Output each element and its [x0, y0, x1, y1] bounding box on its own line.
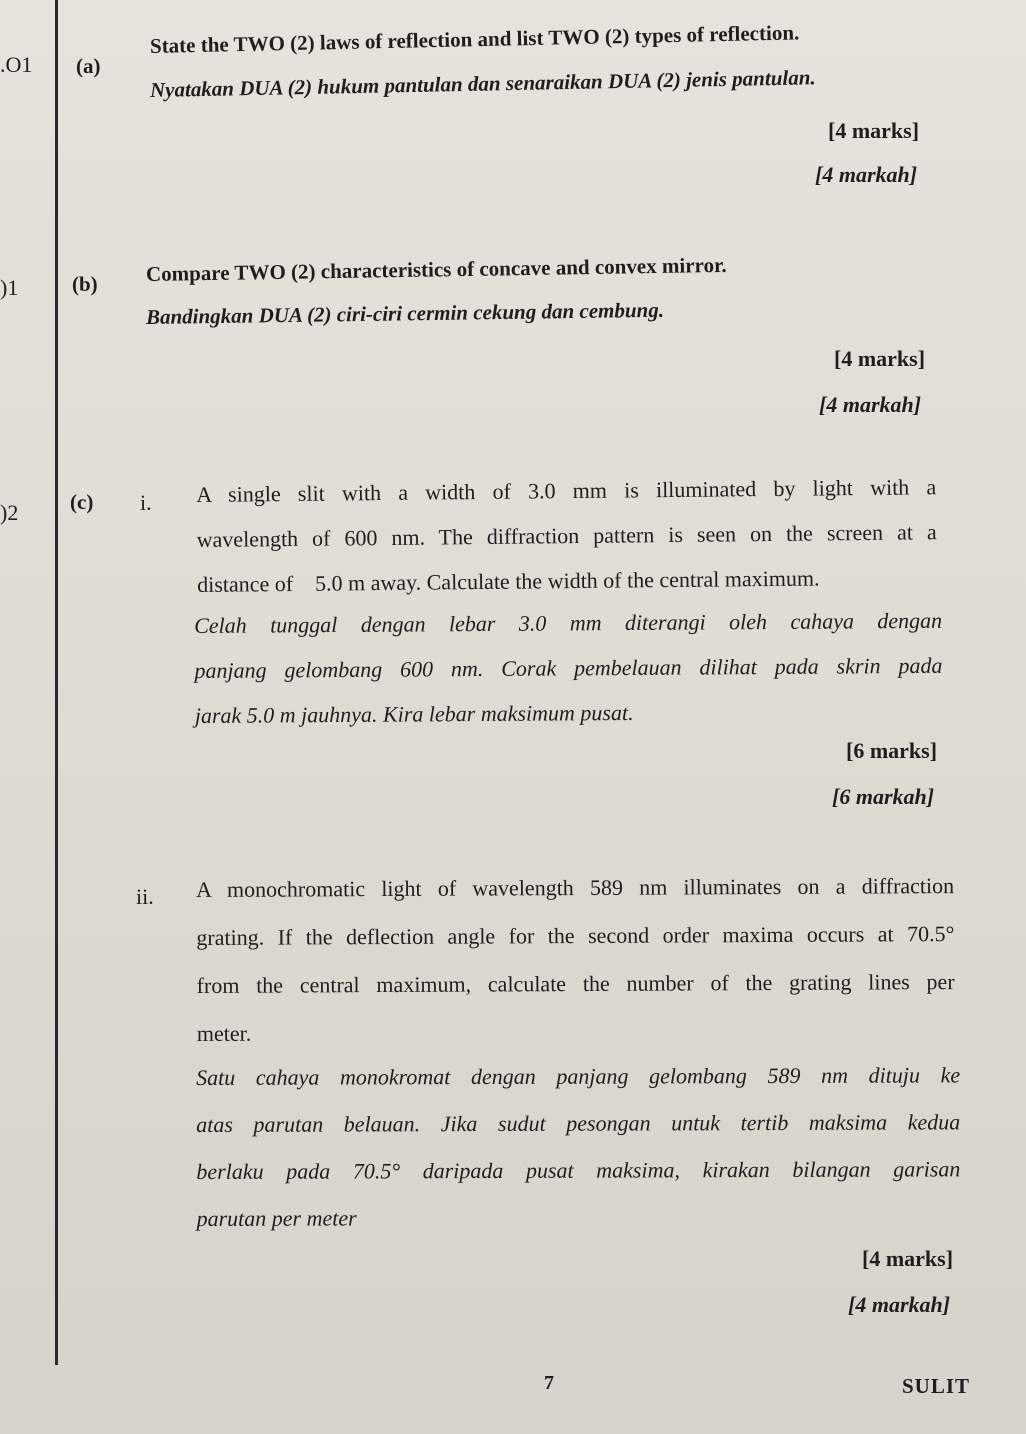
question-a-malay: Nyatakan DUA (2) hukum pantulan dan senaraikan DUA (2) jenis pantulan. [149, 65, 816, 102]
question-c-i-malay [194, 598, 943, 738]
question-c-i-english [196, 464, 937, 607]
classification-label: SULIT [902, 1374, 971, 1398]
question-c-ii-numeral: ii. [136, 884, 154, 909]
question-b-malay: Bandingkan DUA (2) ciri-ciri cermin cekung dan cembung. [145, 297, 665, 329]
question-c-ii-malay-line-2: atas parutan belauan. Jika sudut pesongan untuk tertib maksima kedua [196, 1109, 961, 1137]
question-b-label: (b) [72, 272, 98, 296]
question-c-ii-malay-line-1: Satu cahaya monokromat dengan panjang gelombang 589 nm dituju ke [196, 1062, 961, 1090]
question-c-i-english-line-2: wavelength of 600 nm. The diffraction pattern is seen on the screen at a [196, 519, 937, 552]
question-c-i-malay-line-3: jarak 5.0 m jauhnya. Kira lebar maksimum pusat. [194, 699, 634, 728]
question-c-i-english-line-3: distance of 5.0 m away. Calculate the width of the central maximum. [197, 565, 820, 597]
question-c-i-marks: [6 marks] [846, 738, 938, 763]
question-c-i-markah: [6 markah] [832, 784, 935, 809]
question-c-ii-marks: [4 marks] [862, 1246, 954, 1271]
question-c-ii-english-line-1: A monochromatic light of wavelength 589 nm illuminates on a diffraction [196, 873, 955, 902]
question-c-i-english-line-1: A single slit with a width of 3.0 mm is illuminated by light with a [196, 474, 937, 507]
question-a-marks: [4 marks] [828, 118, 920, 143]
question-a-code: .O1 [0, 52, 33, 77]
question-c-label: (c) [70, 490, 94, 514]
question-c-code: )2 [0, 500, 19, 525]
margin-rule [55, 0, 58, 1365]
question-c-ii-malay [196, 1051, 961, 1242]
question-a-english: State the TWO (2) laws of reflection and list TWO (2) types of reflection. [149, 20, 800, 58]
question-c-ii-english-line-2: grating. If the deflection angle for the second order maxima occurs at 70.5° [196, 921, 955, 950]
question-c-i-numeral: i. [140, 490, 152, 515]
page-number: 7 [544, 1372, 554, 1394]
question-c-ii-markah: [4 markah] [848, 1292, 951, 1317]
question-b-english: Compare TWO (2) characteristics of concave and convex mirror. [145, 252, 727, 286]
question-b-code: )1 [0, 275, 19, 300]
question-c-ii-english-line-4: meter. [196, 1020, 252, 1046]
question-a-markah: [4 markah] [815, 162, 918, 187]
question-c-i-malay-line-1: Celah tunggal dengan lebar 3.0 mm diterangi oleh cahaya dengan [194, 607, 943, 638]
question-b-markah: [4 markah] [819, 392, 922, 417]
question-c-ii-english [196, 862, 955, 1058]
question-b-marks: [4 marks] [834, 346, 926, 371]
question-c-ii-malay-line-3: berlaku pada 70.5° daripada pusat maksima, kirakan bilangan garisan [196, 1156, 961, 1184]
question-a-label: (a) [76, 54, 101, 78]
question-c-ii-malay-line-4: parutan per meter [196, 1205, 357, 1231]
question-c-i-malay-line-2: panjang gelombang 600 nm. Corak pembelauan dilihat pada skrin pada [194, 652, 943, 683]
question-c-ii-english-line-3: from the central maximum, calculate the number of the grating lines per [196, 969, 955, 998]
